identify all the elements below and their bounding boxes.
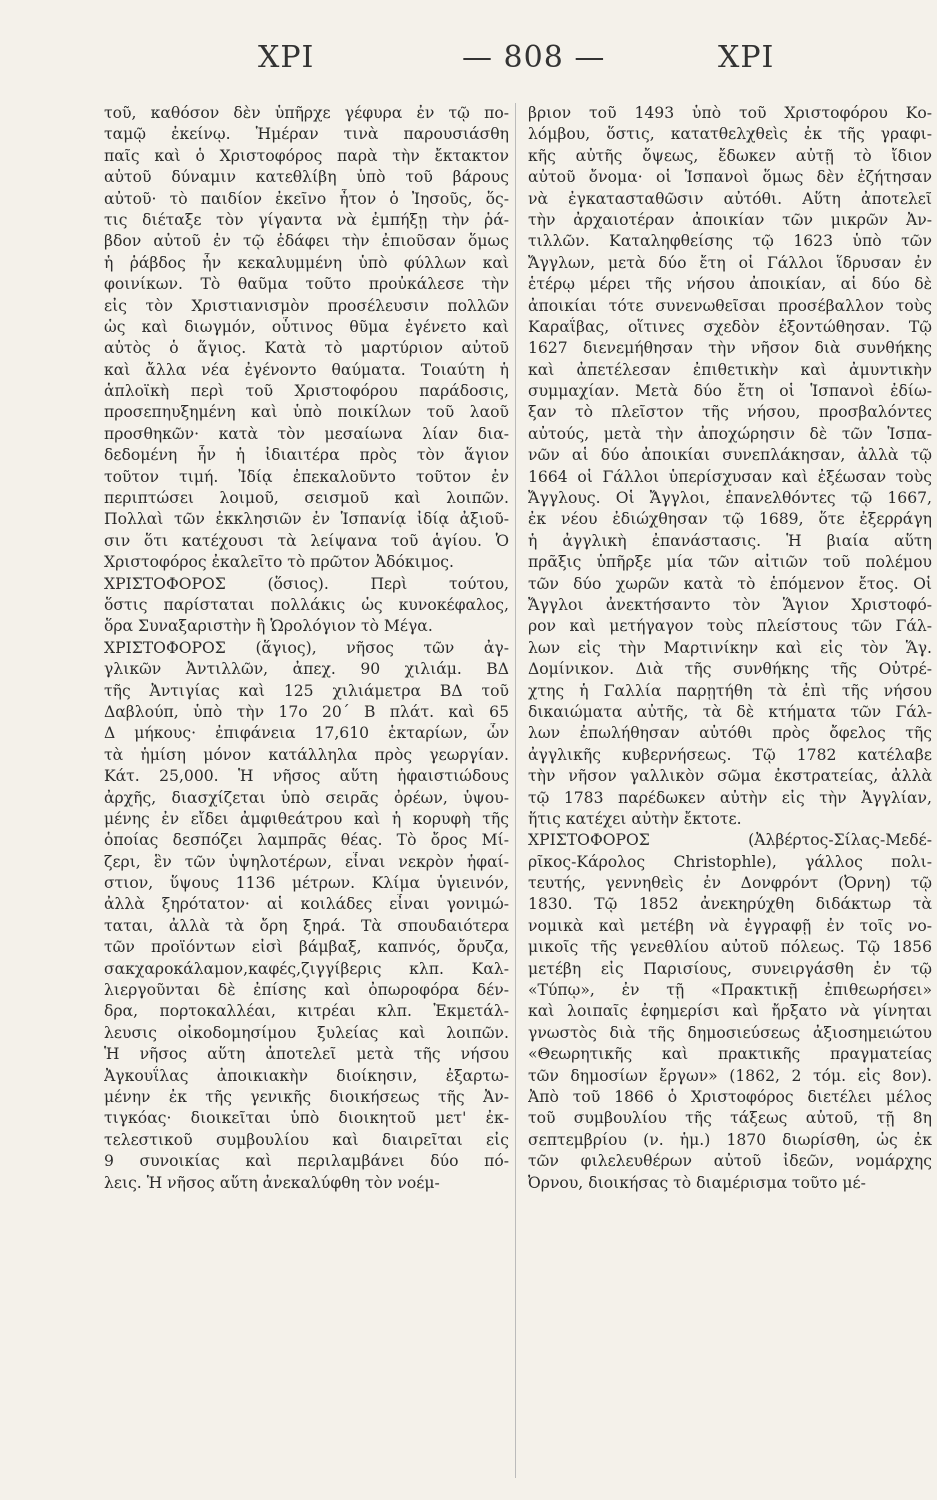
- left-text-column: [104, 103, 509, 1478]
- text-line: περιπτώσει λοιμοῦ, σεισμοῦ καὶ λοιπῶν.: [104, 489, 509, 508]
- text-line: ἡ ῥάβδος ἦν κεκαλυμμένη ὑπὸ φύλλων καὶ: [104, 253, 509, 272]
- text-line: ζερι, ἓν τῶν ὑψηλοτέρων, εἶναι νεκρὸν ἡφαί-: [104, 852, 509, 871]
- text-line: τιγκόας· διοικεῖται ὑπὸ διοικητοῦ μετ' ἐκ-: [104, 1109, 509, 1128]
- text-line: προσεπηυξημένη καὶ ὑπὸ ποικίλων τοῦ λαοῦ: [104, 403, 509, 422]
- text-line: ἑτέρῳ μέρει τῆς νήσου ἀποικίαν, αἱ δύο δὲ: [528, 275, 932, 294]
- text-line: ἡ ἀγγλικὴ ἐπανάστασις. Ἡ βιαία αὕτη: [528, 531, 932, 550]
- text-line: τὴν ἀρχαιοτέραν ἀποικίαν τῶν μικρῶν Ἀν-: [528, 210, 932, 229]
- text-line: Ἡ νῆσος αὕτη ἀποτελεῖ μετὰ τῆς νήσου: [104, 1045, 509, 1064]
- text-line: σιν ὅτι κατέχουσι τὰ λείψανα τοῦ ἁγίου. Ὁ: [104, 531, 509, 550]
- text-line: τὴν νῆσον γαλλικὸν σῶμα ἐκστρατείας, ἀλλὰ: [528, 767, 932, 786]
- text-line: αὐτοῦ ὄνομα· οἱ Ἱσπανοὶ ὅμως δὲν ἐζήτησαν: [528, 168, 932, 187]
- text-line: Κάτ. 25,000. Ἡ νῆσος αὕτη ἡφαιστιώδους: [104, 767, 509, 786]
- text-line: ὅστις παρίσταται πολλάκις ὡς κυνοκέφαλος,: [104, 595, 509, 614]
- text-line: 1627 διενεμήθησαν τὴν νῆσον διὰ συνθήκης: [528, 339, 932, 358]
- text-line: Ὀρνου, διοικήσας τὸ διαμέρισμα τοῦτο μέ-: [528, 1173, 866, 1192]
- header-right-keyword: ΧΡΙ: [718, 40, 775, 75]
- text-line: Ἄγγλους. Οἱ Ἄγγλοι, ἐπανελθόντες τῷ 1667,: [528, 489, 932, 508]
- text-line: λων ἐπωλήθησαν αὐτόθι πρὸς ὄφελος τῆς: [528, 724, 932, 743]
- text-line: αὐτοῦ δύναμιν κατεθλίβη ὑπὸ τοῦ βάρους: [104, 168, 509, 187]
- text-line: εἰς τὸν Χριστιανισμὸν προσέλευσιν πολλῶν: [104, 296, 509, 315]
- text-line: τιλλῶν. Καταληφθείσης τῷ 1623 ὑπὸ τῶν: [528, 232, 932, 251]
- text-line: μένην ἐκ τῆς γενικῆς διοικήσεως τῆς Ἀν-: [104, 1087, 509, 1106]
- text-line: αὐτούς, μετὰ τὴν ἀποχώρησιν δὲ τῶν Ἱσπα-: [528, 424, 932, 443]
- text-line: ΧΡΙΣΤΟΦΟΡΟΣ (Ἀλβέρτος-Σίλας-Μεδέ-: [528, 831, 932, 850]
- text-line: τελεστικοῦ συμβουλίου καὶ διαιρεῖται εἰς: [104, 1130, 509, 1149]
- text-line: ὁποίας δεσπόζει λαμπρᾶς θέας. Τὸ ὄρος Μί-: [104, 831, 509, 850]
- text-line: τῆς Ἀντιγίας καὶ 125 χιλιάμετρα ΒΔ τοῦ: [104, 681, 509, 700]
- text-line: «Θεωρητικῆς καὶ πρακτικῆς πραγματείας: [528, 1045, 932, 1064]
- text-line: δικαιώματα αὐτῆς, τὰ δὲ κτήματα τῶν Γάλ-: [528, 702, 932, 721]
- column-divider: [515, 103, 516, 1478]
- text-line: τῶν φιλελευθέρων αὐτοῦ ἰδεῶν, νομάρχης: [528, 1152, 932, 1171]
- text-line: μένης ἐν εἴδει ἀμφιθεάτρου καὶ ἡ κορυφὴ τῆς: [104, 809, 509, 828]
- text-line: φοινίκων. Τὸ θαῦμα τοῦτο προὐκάλεσε τὴν: [104, 275, 509, 294]
- text-line: λων εἰς τὴν Μαρτινίκην καὶ εἰς τὸν Ἅγ.: [528, 638, 932, 657]
- text-line: νομικὰ καὶ μετέβη νὰ ἐγγραφῇ ἐν τοῖς νο-: [528, 916, 932, 935]
- text-line: ταται, ἀλλὰ τὰ ὄρη ξηρά. Τὰ σπουδαιότερα: [104, 916, 509, 935]
- text-line: ΧΡΙΣΤΟΦΟΡΟΣ (ὅσιος). Περὶ τούτου,: [104, 574, 509, 593]
- text-line: τῶν δημοσίων ἔργων» (1862, 2 τόμ. εἰς 8ον).: [528, 1066, 932, 1085]
- text-line: μικοῖς τῆς γενεθλίου αὐτοῦ πόλεως. Τῷ 1856: [528, 938, 932, 957]
- text-line: τοῦτον τιμή. Ἰδίᾳ ἐπεκαλοῦντο τοῦτον ἐν: [104, 467, 509, 486]
- text-line: αὐτὸς ὁ ἅγιος. Κατὰ τὸ μαρτύριον αὐτοῦ: [104, 339, 509, 358]
- header-left-keyword: ΧΡΙ: [258, 40, 315, 75]
- text-line: τοῦ συμβουλίου τῆς τάξεως αὐτοῦ, τῇ 8η: [528, 1109, 932, 1128]
- text-line: τῶν δύο χωρῶν κατὰ τὸ ἑπόμενον ἔτος. Οἱ: [528, 574, 932, 593]
- text-line: σακχαροκάλαμον,καφές,ζιγγίβερις κλπ. Καλ-: [104, 959, 509, 978]
- text-line: τις διέταξε τὸν γίγαντα νὰ ἐμπήξῃ τὴν ῥά-: [104, 210, 509, 229]
- text-line: 1830. Τῷ 1852 ἀνεκηρύχθη διδάκτωρ τὰ: [528, 895, 932, 914]
- page-number: — 808 —: [462, 40, 606, 75]
- text-line: βδον αὐτοῦ ἐν τῷ ἐδάφει τὴν ἐπιοῦσαν ὅμως: [104, 232, 509, 251]
- text-line: δρα, πορτοκαλλέαι, κιτρέαι κλπ. Ἐκμετάλ-: [104, 1002, 509, 1021]
- text-line: Καραΐβας, οἵτινες σχεδὸν ἐξοντώθησαν. Τῷ: [528, 317, 932, 336]
- text-line: ὡς καὶ διωγμόν, οὗτινος θῦμα ἐγένετο καὶ: [104, 317, 509, 336]
- text-line: ὅρα Συναξαριστὴν ἢ Ὡρολόγιον τὸ Μέγα.: [104, 617, 433, 636]
- text-line: νῶν αἱ δύο ἀποικίαι συνεπλάκησαν, ἀλλὰ τῷ: [528, 446, 932, 465]
- text-line: καὶ ἀπετέλεσαν ἐπιθετικὴν καὶ ἀμυντικὴν: [528, 360, 932, 379]
- text-line: ἐκ νέου ἐδιώχθησαν τῷ 1689, ὅτε ἐξερράγη: [528, 510, 932, 529]
- text-line: ἀγγλικῆς κυβερνήσεως. Τῷ 1782 κατέλαβε: [528, 745, 932, 764]
- text-line: χτης ἡ Γαλλία παρῃτήθη τὰ ἐπὶ τῆς νήσου: [528, 681, 932, 700]
- text-line: 1664 οἱ Γάλλοι ὑπερίσχυσαν καὶ ἐξέωσαν τοὺς: [528, 467, 932, 486]
- text-line: νὰ ἐγκατασταθῶσιν αὐτόθι. Αὕτη ἀποτελεῖ: [528, 189, 932, 208]
- text-line: ἀρχῆς, διασχίζεται ὑπὸ σειρᾶς ὀρέων, ὑψου-: [104, 788, 509, 807]
- text-line: προσθηκῶν· κατὰ τὸν μεσαίωνα λίαν δια-: [104, 424, 509, 443]
- text-line: σεπτεμβρίου (ν. ἡμ.) 1870 διωρίσθη, ὡς ἐκ: [528, 1130, 932, 1149]
- text-line: τὰ ἡμίση μόνον κατάλληλα πρὸς γεωργίαν.: [104, 745, 509, 764]
- text-line: ἥτις κατέχει αὐτὴν ἔκτοτε.: [528, 809, 742, 828]
- text-line: τῶν προϊόντων εἰσὶ βάμβαξ, καπνός, ὄρυζα,: [104, 938, 509, 957]
- text-line: Χριστοφόρος ἐκαλεῖτο τὸ πρῶτον Ἀδόκιμος.: [104, 553, 454, 572]
- text-line: γλικῶν Ἀντιλλῶν, ἀπεχ. 90 χιλιάμ. ΒΔ: [104, 660, 509, 679]
- text-line: λόμβου, ὅστις, κατατθελχθεὶς ἐκ τῆς γραφι-: [528, 125, 932, 144]
- text-line: παῖς καὶ ὁ Χριστοφόρος παρὰ τὴν ἔκτακτον: [104, 146, 509, 165]
- text-line: τῷ 1783 παρέδωκεν αὐτὴν εἰς τὴν Ἀγγλίαν,: [528, 788, 932, 807]
- text-line: καὶ λοιπαῖς ἐφημερίσι καὶ ἤρξατο νὰ γίνηται: [528, 1002, 932, 1021]
- text-line: λιεργοῦνται δὲ ἐπίσης καὶ ὀπωροφόρα δέν-: [104, 981, 509, 1000]
- text-line: ἀλλὰ ξηρότατον· αἱ κοιλάδες εἶναι γονιμώ-: [104, 895, 509, 914]
- text-line: βριον τοῦ 1493 ὑπὸ τοῦ Χριστοφόρου Κο-: [528, 104, 932, 122]
- text-line: Δαβλούπ, ὑπὸ τὴν 17ο 20΄ Β πλάτ. καὶ 65: [104, 702, 509, 721]
- text-line: Ἄγγλοι ἀνεκτήσαντο τὸν Ἅγιον Χριστοφό-: [528, 595, 932, 614]
- text-line: Δ μήκους· ἐπιφάνεια 17,610 ἑκταρίων, ὧν: [104, 724, 509, 743]
- text-line: πρᾶξις ὑπῆρξε μία τῶν αἰτιῶν τοῦ πολέμου: [528, 553, 932, 572]
- text-line: τευτής, γεννηθεὶς ἐν Δονφρόντ (Ὀρνη) τῷ: [528, 874, 932, 893]
- text-line: «Τύπῳ», ἐν τῇ «Πρακτικῇ ἐπιθεωρήσει»: [528, 981, 932, 1000]
- text-line: Ἀγκουΐλας ἀποικιακὴν διοίκησιν, ἐξαρτω-: [104, 1066, 509, 1085]
- text-line: λευσις οἰκοδομησίμου ξυλείας καὶ λοιπῶν.: [104, 1023, 509, 1042]
- text-line: τοῦ, καθόσον δὲν ὑπῆρχε γέφυρα ἐν τῷ πο-: [104, 104, 509, 122]
- text-line: λεις. Ἡ νῆσος αὕτη ἀνεκαλύφθη τὸν νοέμ-: [104, 1173, 440, 1192]
- text-line: 9 συνοικίας καὶ περιλαμβάνει δύο πό-: [104, 1152, 509, 1171]
- text-line: Πολλαὶ τῶν ἐκκλησιῶν ἐν Ἱσπανίᾳ ἰδίᾳ ἀξιοῦ-: [104, 510, 509, 529]
- text-line: Δομίνικον. Διὰ τῆς συνθήκης τῆς Οὐτρέ-: [528, 660, 932, 679]
- text-line: συμμαχίαν. Μετὰ δύο ἔτη οἱ Ἱσπανοὶ ἐδίω-: [528, 382, 932, 401]
- text-line: στιον, ὕψους 1136 μέτρων. Κλίμα ὑγιεινόν,: [104, 874, 509, 893]
- text-line: μετέβη εἰς Παρισίους, συνειργάσθη ἐν τῷ: [528, 959, 932, 978]
- text-line: ἀποικίαι τότε συνενωθεῖσαι προσέβαλλον τοὺς: [528, 296, 932, 315]
- text-line: καὶ ἄλλα νέα ἐγένοντο θαύματα. Τοιαύτη ἡ: [104, 360, 509, 379]
- text-line: ἁπλοϊκὴ περὶ τοῦ Χριστοφόρου παράδοσις,: [104, 382, 509, 401]
- text-line: Ἄγγλων, μετὰ δύο ἔτη οἱ Γάλλοι ἵδρυσαν ἐν: [528, 253, 932, 272]
- text-line: αὐτοῦ· τὸ παιδίον ἐκεῖνο ἦτον ὁ Ἰησοῦς, ὅς-: [104, 189, 509, 208]
- text-line: ρον καὶ μετήγαγον τοὺς πλείστους τῶν Γάλ-: [528, 617, 932, 636]
- text-line: γνωστὸς διὰ τῆς δημοσιεύσεως ἀξιοσημειώτου: [528, 1023, 932, 1042]
- page-header: [0, 40, 937, 90]
- text-line: κῆς αὐτῆς ὄψεως, ἔδωκεν αὐτῇ τὸ ἴδιον: [528, 146, 932, 165]
- text-line: ξαν τὸ πλεῖστον τῆς νήσου, προσβαλόντες: [528, 403, 932, 422]
- text-line: ταμῷ ἐκείνῳ. Ἡμέραν τινὰ παρουσιάσθη: [104, 125, 509, 144]
- right-text-column: [528, 103, 932, 1478]
- text-line: Ἀπὸ τοῦ 1866 ὁ Χριστοφόρος διετέλει μέλος: [528, 1087, 932, 1106]
- text-line: ρῖκος-Κάρολος Christophle), γάλλος πολι-: [528, 852, 932, 871]
- text-line: δεδομένη ἦν ἡ ἰδιαιτέρα πρὸς τὸν ἅγιον: [104, 446, 509, 465]
- text-line: ΧΡΙΣΤΟΦΟΡΟΣ (ἅγιος), νῆσος τῶν ἀγ-: [104, 638, 509, 657]
